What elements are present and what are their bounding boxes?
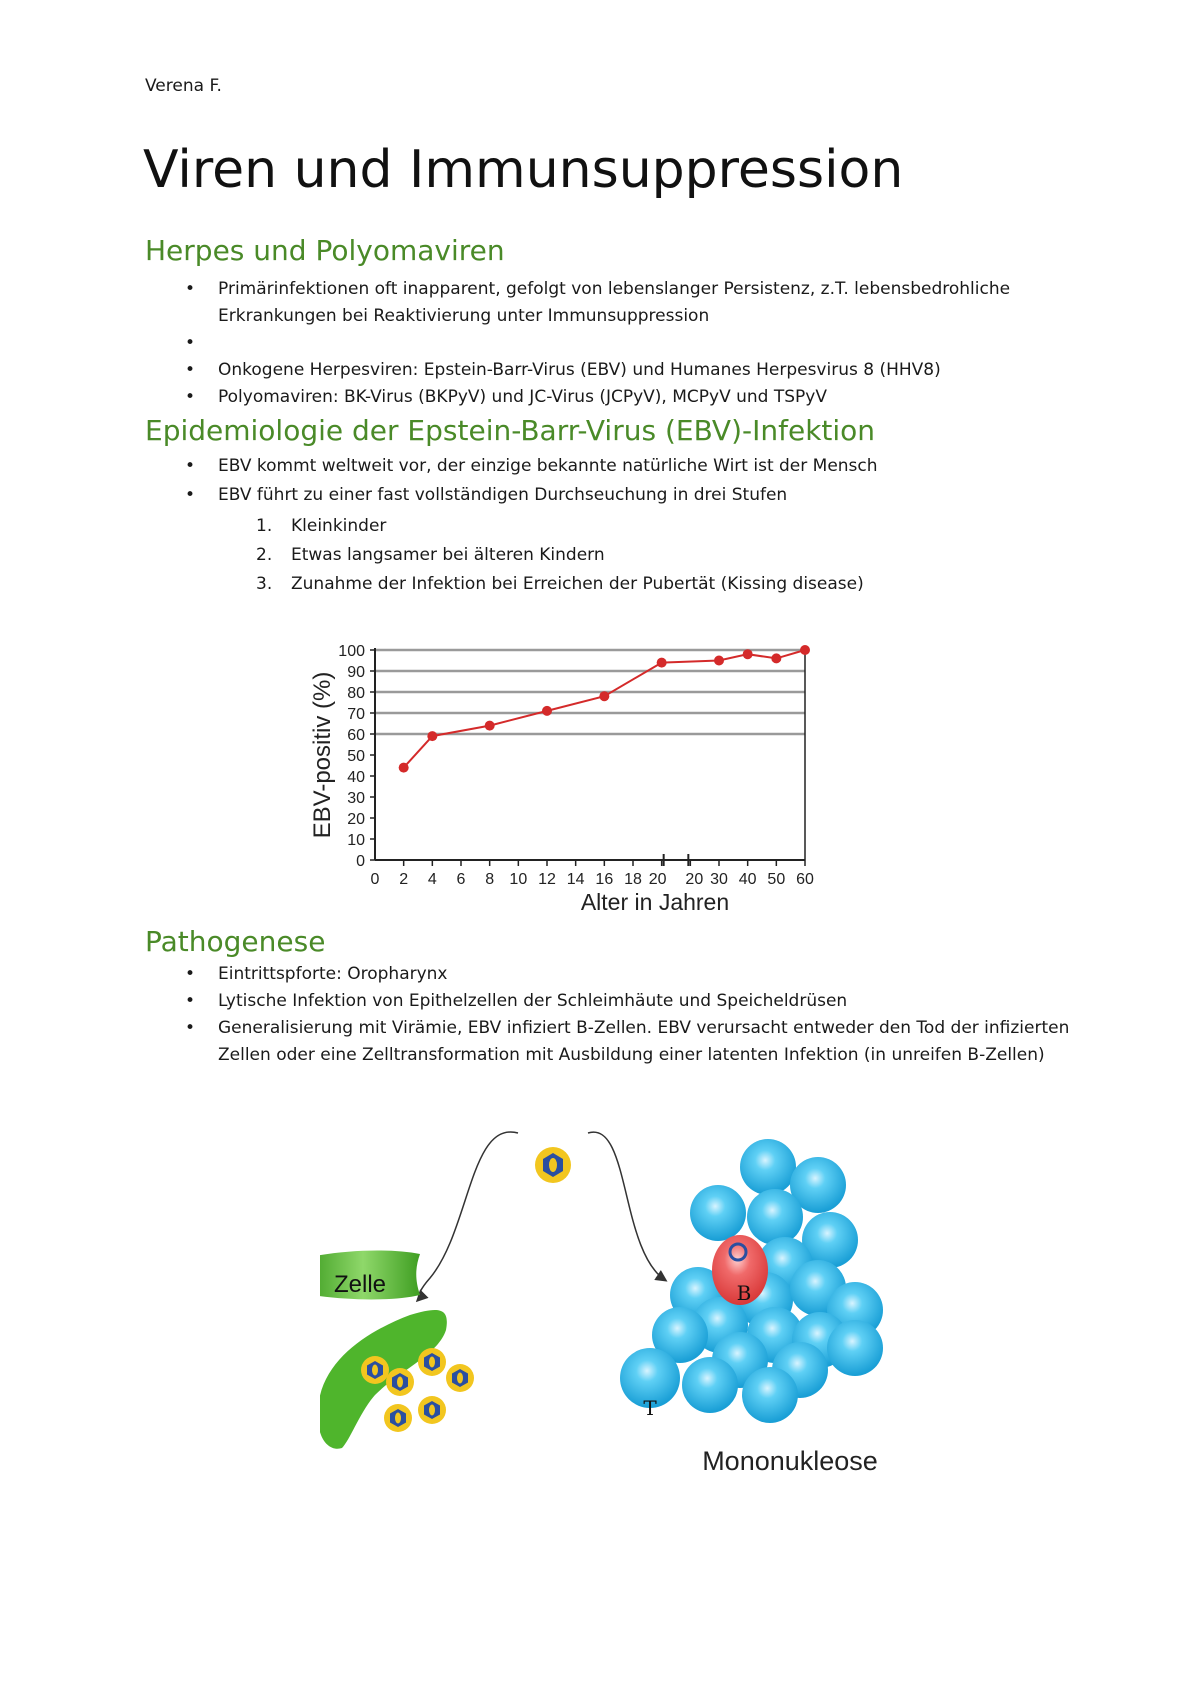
virion-core bbox=[395, 1413, 401, 1424]
data-point bbox=[542, 706, 552, 716]
virion-icon bbox=[535, 1147, 571, 1183]
list-item: • Polyomaviren: BK-Virus (BKPyV) und JC-Virus (JCPyV), MCPyV und TSPyV bbox=[145, 384, 1085, 411]
x-tick-label: 14 bbox=[566, 871, 585, 888]
y-tick-label: 0 bbox=[356, 853, 365, 870]
list-spacer bbox=[145, 330, 1085, 357]
chart-y-tick-labels bbox=[338, 643, 365, 870]
lymphocyte-icon bbox=[827, 1320, 883, 1376]
lymphocyte-icon bbox=[742, 1367, 798, 1423]
virion-core bbox=[372, 1365, 378, 1376]
stage-number: 3. bbox=[256, 574, 273, 594]
y-tick-label: 20 bbox=[347, 811, 365, 828]
x-tick-label: 12 bbox=[538, 871, 556, 888]
data-point bbox=[485, 721, 495, 731]
x-tick-label: 0 bbox=[370, 871, 380, 888]
lymphocyte-icon bbox=[747, 1189, 803, 1245]
list-item: • Lytische Infektion von Epithelzellen der Schleimhäute und Speicheldrüsen bbox=[145, 988, 1085, 1015]
data-point bbox=[657, 658, 667, 668]
x-tick-label: 16 bbox=[595, 871, 614, 888]
virion-icon bbox=[418, 1396, 446, 1424]
y-tick-label: 50 bbox=[347, 748, 365, 765]
data-point bbox=[800, 645, 810, 655]
data-point bbox=[714, 656, 724, 666]
zelle-icon bbox=[320, 1251, 420, 1300]
data-point bbox=[771, 653, 781, 663]
y-tick-label: 40 bbox=[347, 769, 365, 786]
stage-number: 1. bbox=[256, 516, 273, 536]
epidemiology-bullet-list bbox=[145, 452, 1085, 599]
list-item: • Onkogene Herpesviren: Epstein-Barr-Virus (EBV) und Humanes Herpesvirus 8 (HHV8) bbox=[145, 357, 1085, 384]
virion-icon bbox=[446, 1364, 474, 1392]
y-axis-label: EBV-positiv (%) bbox=[309, 671, 336, 839]
chart-axes bbox=[370, 648, 805, 866]
chart-series bbox=[399, 645, 810, 773]
virion-icon bbox=[384, 1404, 412, 1432]
virion-core bbox=[457, 1373, 463, 1384]
author-name: Verena F. bbox=[145, 76, 222, 96]
x-tick-label: 50 bbox=[767, 871, 786, 888]
x-tick-label: 18 bbox=[624, 871, 642, 888]
y-tick-label: 60 bbox=[347, 727, 365, 744]
x-tick-label: 4 bbox=[427, 871, 437, 888]
virion-icon bbox=[418, 1348, 446, 1376]
ebv-seroprevalence-chart bbox=[300, 630, 900, 920]
infection-arrow-right bbox=[588, 1132, 665, 1280]
list-item: • Eintrittspforte: Oropharynx bbox=[145, 961, 1085, 988]
chart-gridlines bbox=[375, 650, 805, 734]
virion-icon bbox=[361, 1356, 389, 1384]
data-point bbox=[743, 649, 753, 659]
x-tick-label: 6 bbox=[456, 871, 466, 888]
zelle-label: Zelle bbox=[333, 1271, 387, 1298]
x-tick-label: 30 bbox=[710, 871, 728, 888]
stage-text: Kleinkinder bbox=[291, 516, 387, 536]
y-tick-label: 100 bbox=[338, 643, 365, 660]
lymphocyte-icon bbox=[682, 1357, 738, 1413]
heading-pathogenesis: Pathogenese bbox=[145, 925, 326, 958]
page-title: Viren und Immunsuppression bbox=[143, 140, 904, 200]
list-item bbox=[145, 481, 1085, 599]
data-point bbox=[399, 763, 409, 773]
stage-text: Etwas langsamer bei älteren Kindern bbox=[291, 545, 605, 565]
list-item: • EBV kommt weltweit vor, der einzige bekannte natürliche Wirt ist der Mensch bbox=[145, 452, 1085, 481]
t-cell-label: T bbox=[643, 1396, 657, 1420]
b-cell-icon bbox=[712, 1235, 768, 1305]
x-tick-label: 2 bbox=[399, 871, 409, 888]
virion-icon bbox=[386, 1368, 414, 1396]
lymphocyte-icon bbox=[690, 1185, 746, 1241]
x-tick-label: 8 bbox=[485, 871, 495, 888]
x-tick-label: 60 bbox=[796, 871, 814, 888]
lymphocyte-icon bbox=[740, 1139, 796, 1195]
stage-list bbox=[218, 512, 1085, 599]
y-tick-label: 10 bbox=[347, 832, 365, 849]
x-tick-label: 40 bbox=[738, 871, 757, 888]
ebv-pathogenesis-diagram bbox=[320, 1130, 920, 1480]
pathogenesis-bullet-list bbox=[145, 961, 1085, 1069]
y-tick-label: 70 bbox=[347, 706, 365, 723]
virion-core bbox=[429, 1405, 435, 1416]
x-tick-label: 20 bbox=[685, 871, 704, 888]
stage-text: Zunahme der Infektion bei Erreichen der Pubertät (Kissing disease) bbox=[291, 574, 864, 594]
herpes-bullet-list bbox=[145, 276, 1085, 411]
mononukleose-caption: Mononukleose bbox=[702, 1446, 878, 1476]
y-tick-label: 30 bbox=[347, 790, 365, 807]
lymphocyte-cluster-icon bbox=[652, 1139, 883, 1423]
t-cell-icon bbox=[620, 1348, 680, 1420]
y-tick-label: 90 bbox=[347, 664, 365, 681]
list-item: • Generalisierung mit Virämie, EBV infiziert B-Zellen. EBV verursacht entweder den Tod der infizierten Zellen oder eine Zelltransformation mit Ausbildung einer latenten Infektion (in unreifen B-Zellen) bbox=[145, 1015, 1085, 1069]
virion-core bbox=[397, 1377, 403, 1388]
x-axis-label: Alter in Jahren bbox=[580, 889, 730, 915]
stage-item bbox=[218, 570, 1085, 599]
data-point bbox=[427, 731, 437, 741]
list-item: • Primärinfektionen oft inapparent, gefolgt von lebenslanger Persistenz, z.T. lebensbedrohliche Erkrankungen bei Reaktivierung unter Immunsuppression bbox=[145, 276, 1085, 330]
y-tick-label: 80 bbox=[347, 685, 365, 702]
chart-x-tick-labels bbox=[371, 871, 814, 888]
series-line bbox=[404, 650, 805, 768]
heading-epidemiology: Epidemiologie der Epstein-Barr-Virus (EBV)-Infektion bbox=[145, 414, 876, 447]
virion-core bbox=[429, 1357, 435, 1368]
stage-item bbox=[218, 541, 1085, 570]
heading-herpes: Herpes und Polyomaviren bbox=[145, 234, 505, 267]
stage-number: 2. bbox=[256, 545, 273, 565]
x-tick-label: 10 bbox=[509, 871, 528, 888]
stage-item bbox=[218, 512, 1085, 541]
b-cell-label: B bbox=[736, 1281, 752, 1305]
infection-arrow-left bbox=[418, 1132, 518, 1300]
list-item-text: EBV führt zu einer fast vollständigen Durchseuchung in drei Stufen bbox=[218, 485, 788, 505]
data-point bbox=[599, 691, 609, 701]
x-tick-label: 20 bbox=[648, 871, 667, 888]
